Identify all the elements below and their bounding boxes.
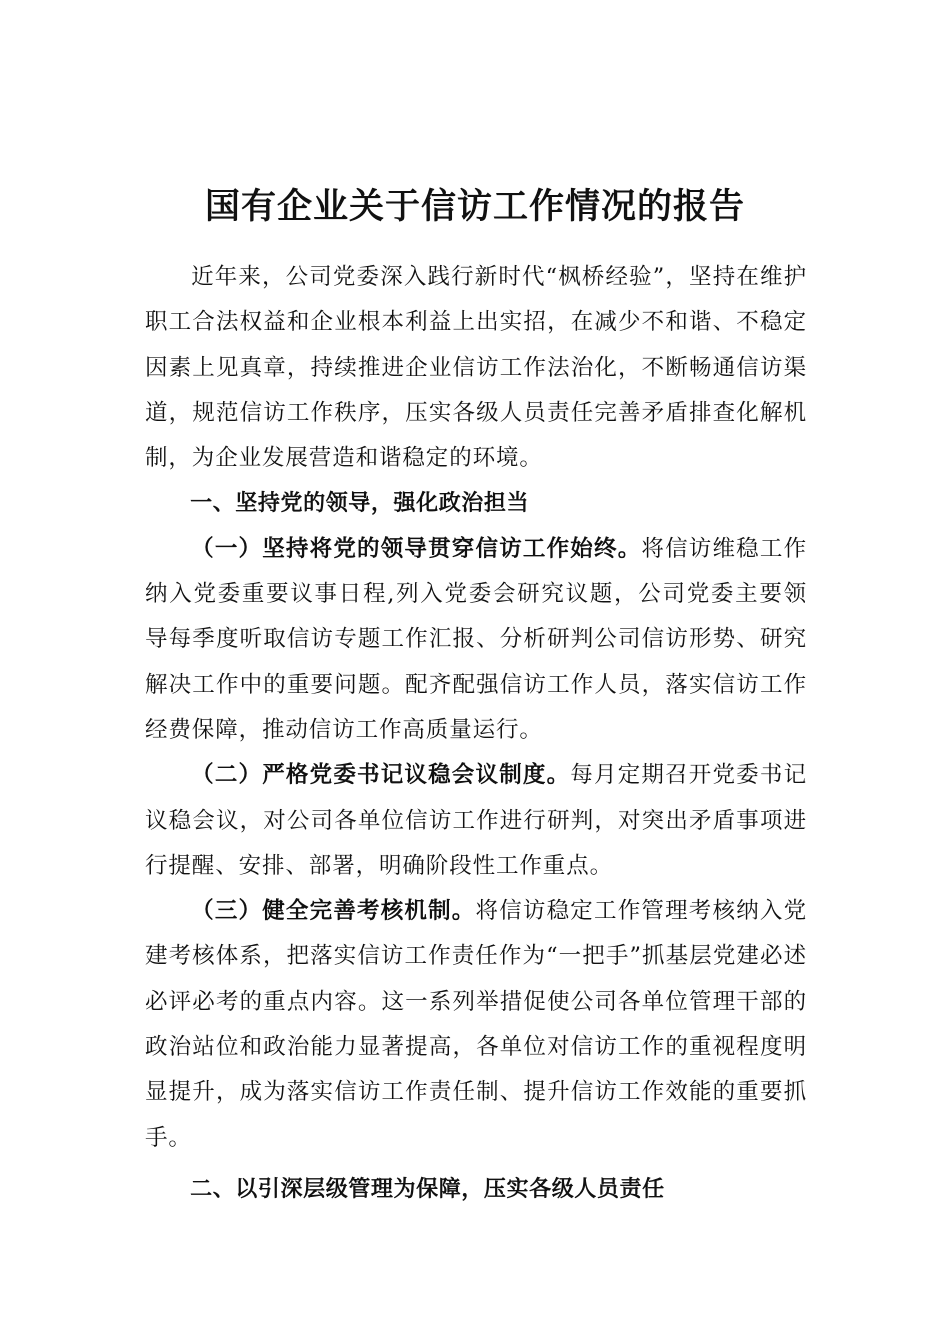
item-text-3: 将信访稳定工作管理考核纳入党建考核体系，把落实信访工作责任作为“一把手”抓基层党建必述必评必考的重点内容。这一系列举措促使公司各单位管理干部的政治站位和政治能力显著提高，各单位对信访工作的重视程度明显提升，成为落实信访工作责任制、提升信访工作效能的重要抓手。	[145, 898, 807, 1151]
item-paragraph-2	[145, 753, 807, 889]
item-lead-3: （三）健全完善考核机制。	[191, 898, 476, 925]
item-text-2: 每月定期召开党委书记议稳会议，对公司各单位信访工作进行研判，对突出矛盾事项进行提醒、安排、部署，明确阶段性工作重点。	[145, 762, 807, 879]
item-lead-2: （二）严格党委书记议稳会议制度。	[191, 762, 571, 789]
item-paragraph-1	[145, 527, 807, 753]
section-heading-1: 一、坚持党的领导，强化政治担当	[190, 491, 530, 517]
section-heading-2: 二、以引深层级管理为保障，压实各级人员责任	[190, 1176, 665, 1202]
intro-paragraph: 近年来，公司党委深入践行新时代“枫桥经验”，坚持在维护职工合法权益和企业根本利益上出实招，在减少不和谐、不稳定因素上见真章，持续推进企业信访工作法治化，不断畅通信访渠道，规范信访工作秩序，压实各级人员责任完善矛盾排查化解机制，为企业发展营造和谐稳定的环境。	[145, 264, 807, 472]
document-body	[145, 255, 807, 1212]
item-lead-1: （一）坚持将党的领导贯穿信访工作始终。	[191, 535, 642, 562]
item-paragraph-3	[145, 889, 807, 1161]
item-text-1: 将信访维稳工作纳入党委重要议事日程,列入党委会研究议题，公司党委主要领导每季度听取信访专题工作汇报、分析研判公司信访形势、研究解决工作中的重要问题。配齐配强信访工作人员，落实信访工作经费保障，推动信访工作高质量运行。	[145, 535, 807, 743]
document-title: 国有企业关于信访工作情况的报告	[204, 186, 745, 228]
